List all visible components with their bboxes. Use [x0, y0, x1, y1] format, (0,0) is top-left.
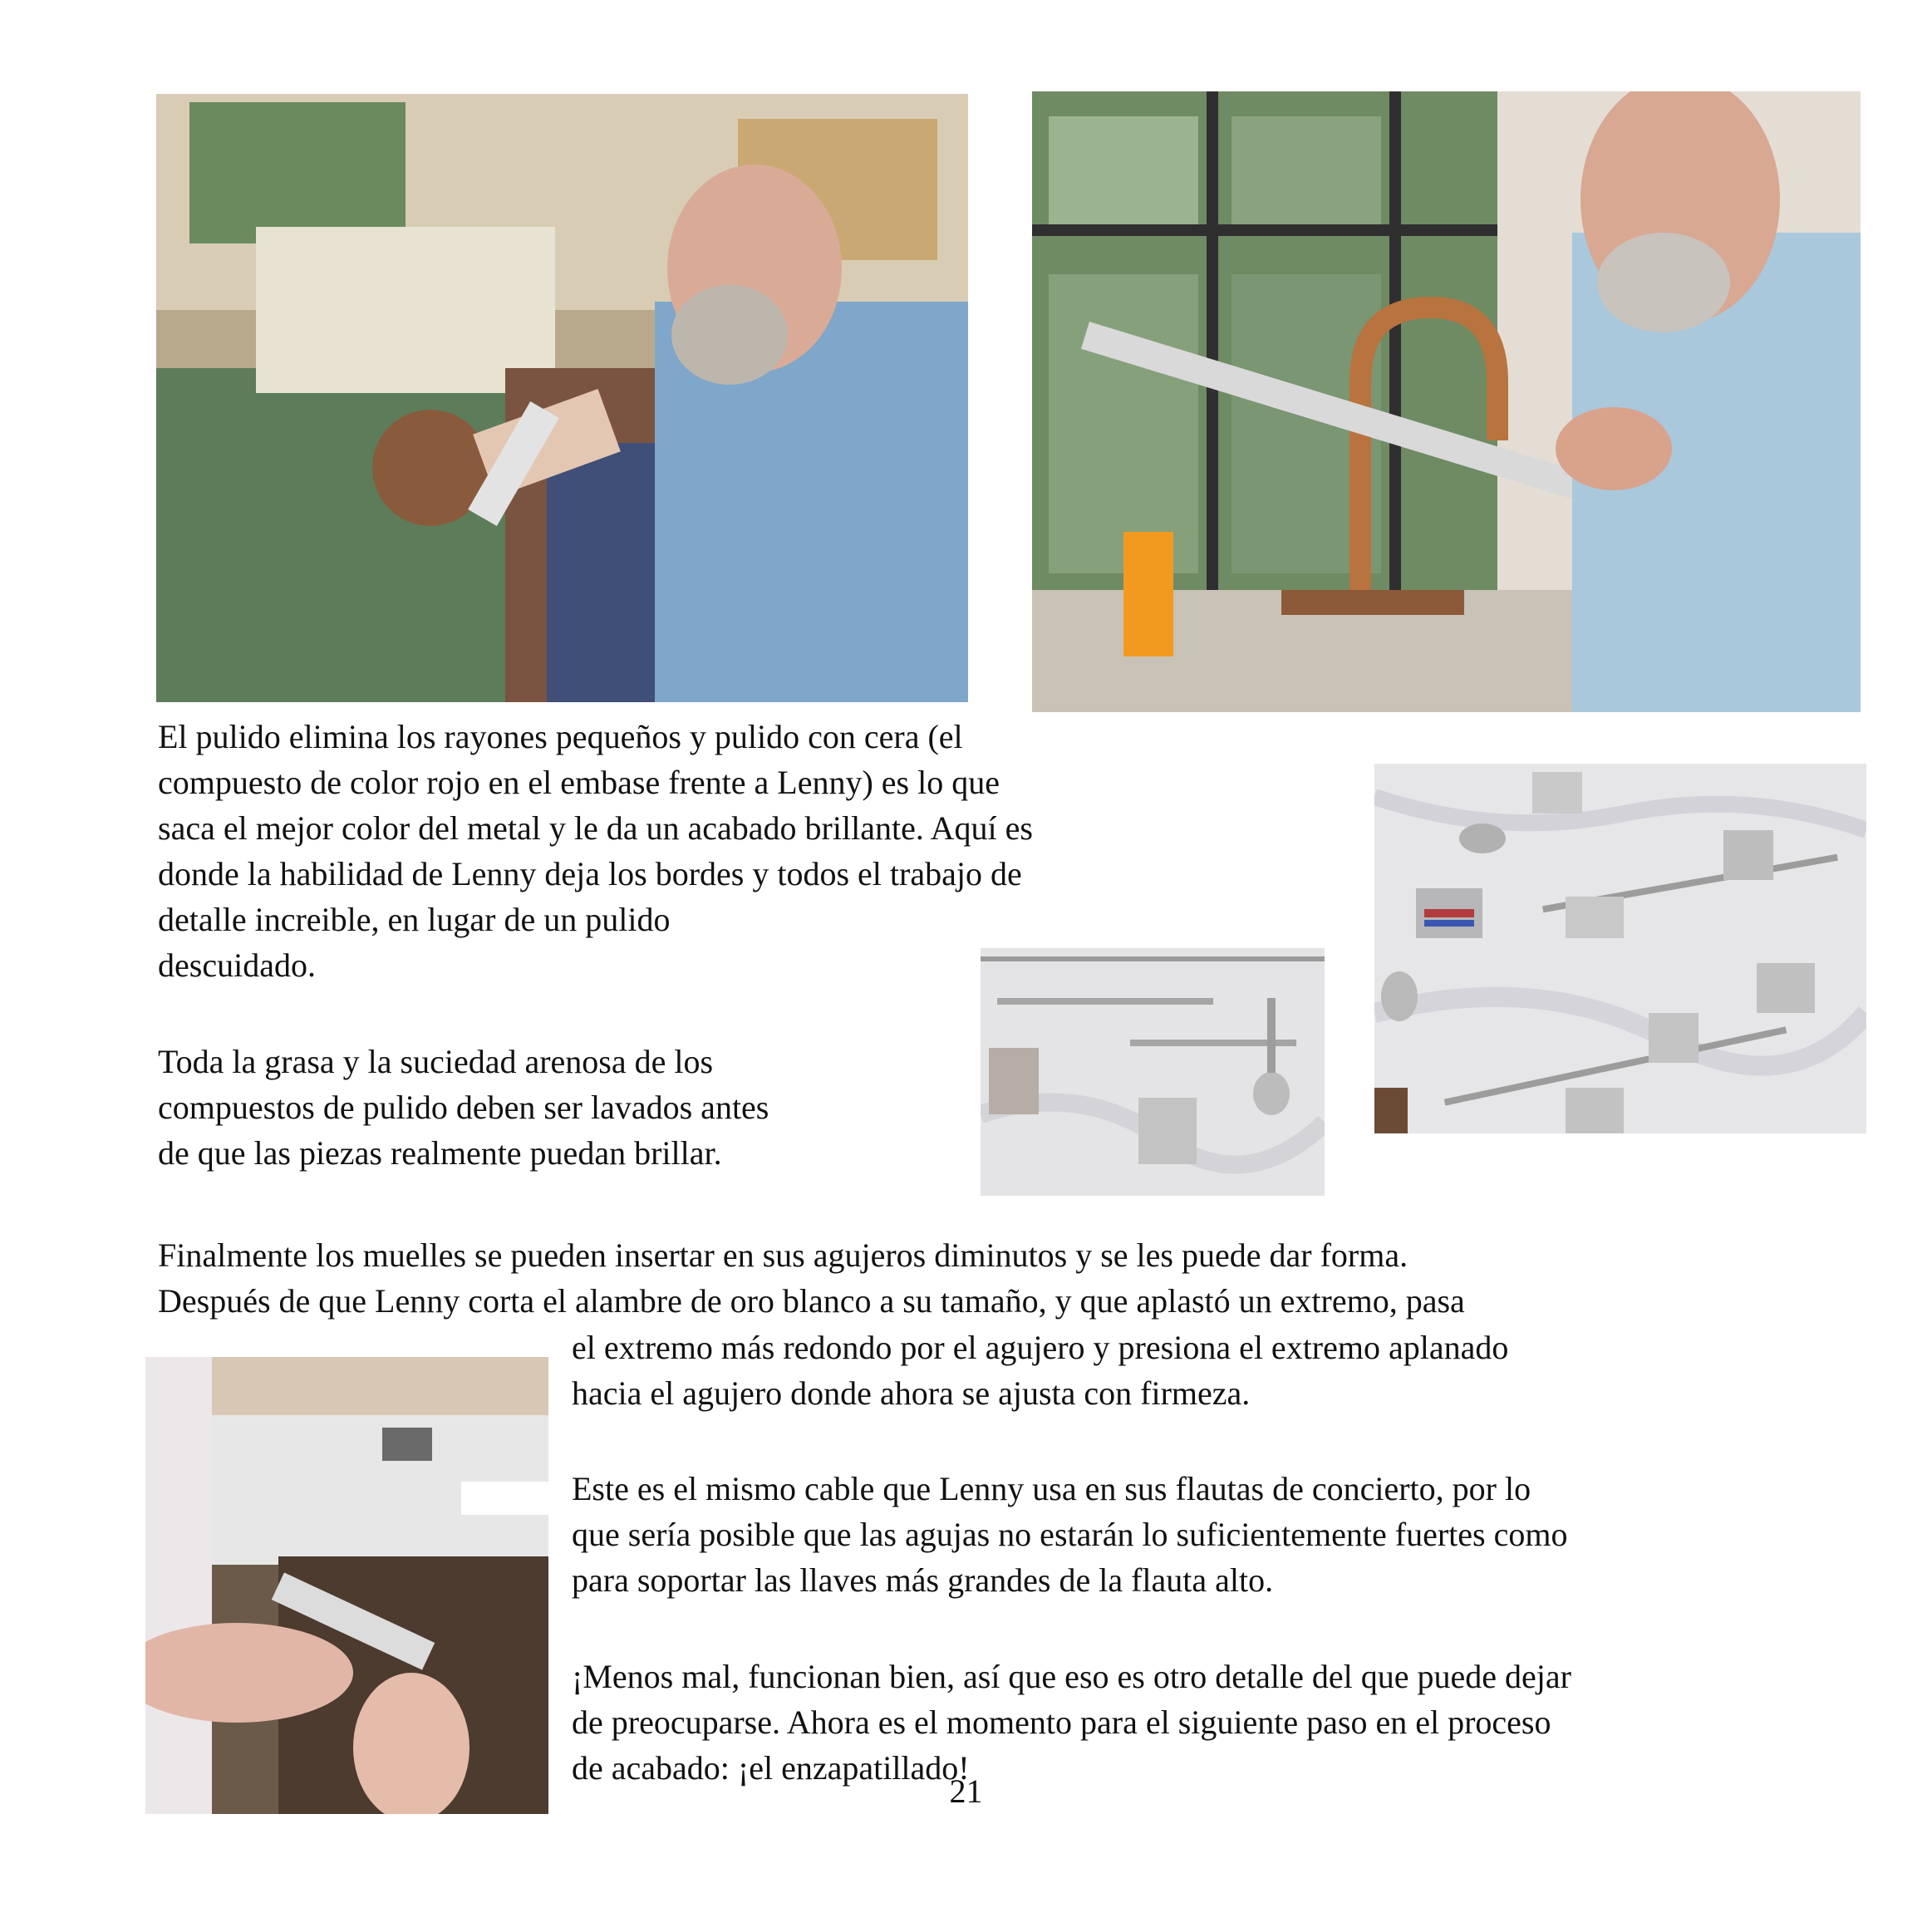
text-line: Toda la grasa y la suciedad arenosa de los: [158, 1043, 714, 1080]
text-line: Finalmente los muelles se pueden insertar en sus agujeros diminutos y se les puede dar forma.: [158, 1236, 1408, 1274]
text-line: saca el mejor color del metal y le da un acabado brillante. Aquí es: [158, 809, 1033, 847]
text-line: hacia el agujero donde ahora se ajusta con firmeza.: [572, 1374, 1251, 1412]
paragraph-cleaning: [158, 1039, 769, 1176]
text-line: compuesto de color rojo en el embase frente a Lenny) es lo que: [158, 764, 1000, 801]
text-line: compuestos de pulido deben ser lavados antes: [158, 1089, 769, 1126]
text-line: de acabado: ¡el enzapatillado!: [572, 1749, 970, 1787]
text-line: descuidado.: [158, 946, 316, 984]
paragraph-wire: [572, 1466, 1567, 1603]
polished-keys-photo: [1374, 764, 1866, 1133]
text-line: donde la habilidad de Lenny deja los bordes y todos el trabajo de: [158, 855, 1022, 892]
text-line: de que las piezas realmente puedan brillar.: [158, 1134, 722, 1172]
paragraph-polishing: [158, 714, 1033, 988]
paragraph-springs-intro: [158, 1232, 1465, 1324]
text-line: para soportar las llaves más grandes de la flauta alto.: [572, 1561, 1274, 1599]
text-line: detalle increible, en lugar de un pulido: [158, 901, 671, 938]
text-line: Después de que Lenny corta el alambre de oro blanco a su tamaño, y que aplastó un extremo, pasa: [158, 1282, 1465, 1320]
text-line: el extremo más redondo por el agujero y presiona el extremo aplanado: [572, 1329, 1509, 1366]
paragraph-springs-continued: [572, 1325, 1508, 1416]
text-line: ¡Menos mal, funcionan bien, así que eso es otro detalle del que puede dejar: [572, 1658, 1571, 1695]
text-line: de preocuparse. Ahora es el momento para el siguiente paso en el proceso: [572, 1703, 1551, 1741]
text-line: Este es el mismo cable que Lenny usa en sus flautas de concierto, por lo: [572, 1470, 1531, 1507]
text-line: que sería posible que las agujas no estarán lo suficientemente fuertes como: [572, 1516, 1568, 1553]
page-number: 21: [949, 1772, 983, 1810]
inserting-springs-photo: [145, 1357, 548, 1814]
washing-flute-photo: [1032, 91, 1861, 712]
buffing-wheel-photo: [156, 94, 968, 702]
text-line: El pulido elimina los rayones pequeños y pulido con cera (el: [158, 718, 963, 755]
